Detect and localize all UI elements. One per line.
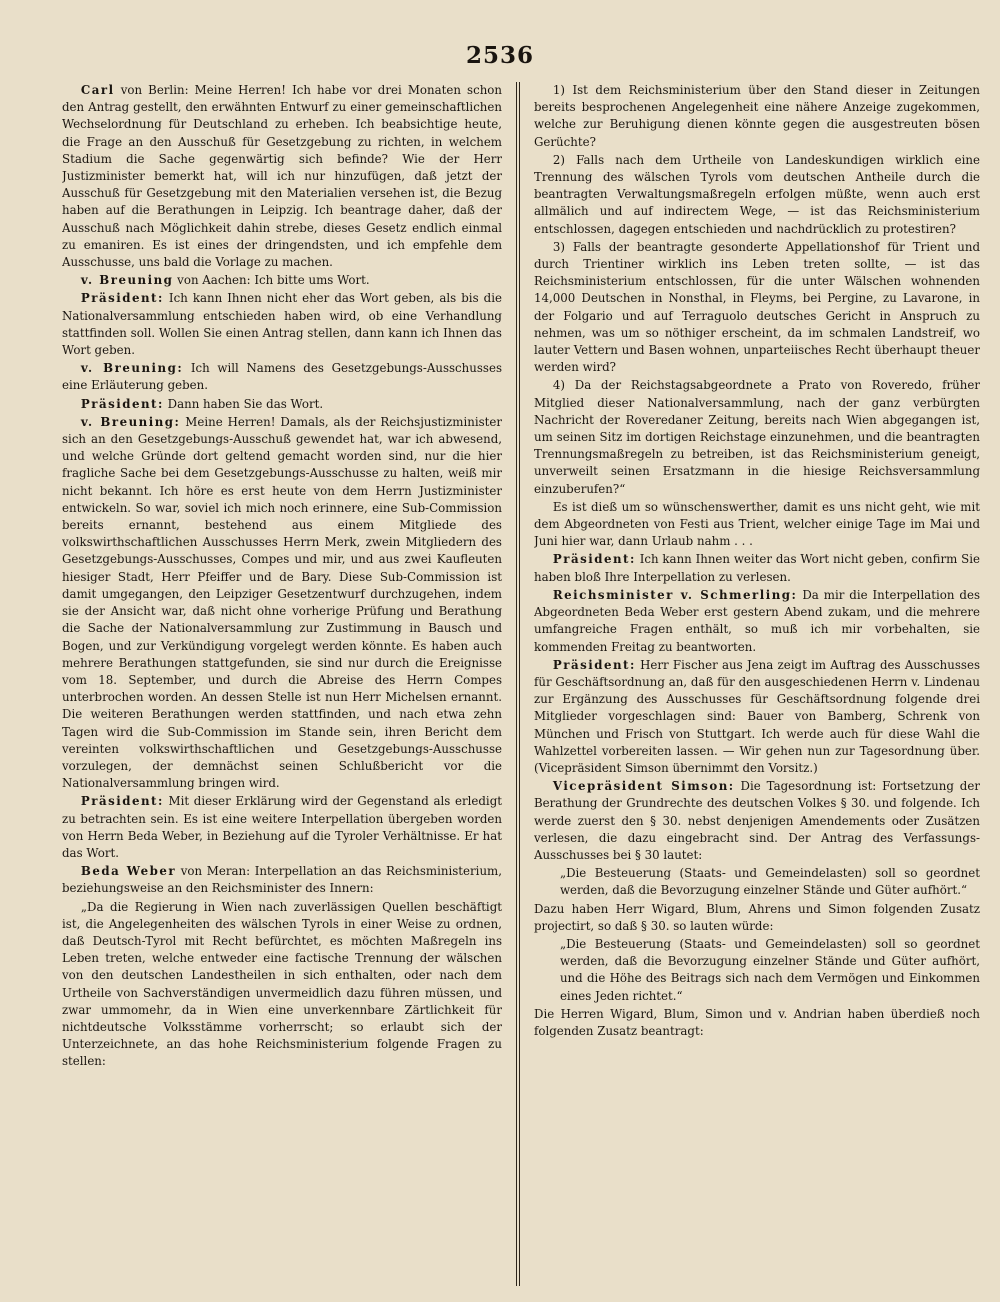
paragraph-text: Dazu haben Herr Wigard, Blum, Ahrens und Simon folgenden Zusatz projectirt, so daß § 30. so lauten würde: [534,901,980,933]
paragraph [534,152,980,238]
speaker-name: Präsident: [80,794,164,809]
speaker-name: v. Breuning: [80,361,184,376]
paragraph-text: von Berlin: Meine Herren! Ich habe vor drei Monaten schon den Antrag gestellt, den erwähnten Entwurf zu einer gemeinschaftlichen Wechselordnung für Deutschland zu erheben. Ich beabsichtige heute, die Frage an den Ausschuß für Gesetzgebung zu richten, in welchem Stadium die Sache gegenwärtig sich befinde? Wie der Herr Justizminister bemerkt hat, will ich nur hinzufügen, daß jetzt der Ausschuß für Gesetzgebung mit den Materialien versehen ist, die Bezug haben auf die Berathungen in Leipzig. Ich beantrage daher, daß der Ausschuß nach Möglichkeit dahin strebe, dieses Gesetz endlich einmal zu emaniren. Es ist eines der dringendsten, und ich empfehle dem Ausschusse, uns bald die Vorlage zu machen. [62,83,502,270]
paragraph [62,899,502,1071]
page-number: 2536 [465,42,534,69]
paragraph-text: 4) Da der Reichstagsabgeordnete a Prato von Roveredo, früher Mitglied dieser Nationalversammlung, nach der ganz verbürgten Nachricht der Roveredaner Zeitung, bereits nach Wien abgegangen ist, um seinen Sitz im dortigen Reichstage einzunehmen, und die beantragten Trennungsmaßregeln zu betreiben, ist das Reichsministerium geneigt, unverweilt seinen Ersatzmann in die hiesige Reichsversammlung einzuberufen?“ [534,378,980,496]
paragraph [62,82,502,271]
speaker-name: Reichsminister v. Schmerling: [552,587,798,602]
right-column [534,82,980,1282]
paragraph [534,901,980,935]
speaker-name: v. Breuning: [80,414,181,429]
paragraph [534,82,980,151]
paragraph [62,272,502,289]
paragraph [534,551,980,585]
paragraph [62,793,502,862]
speaker-name: Präsident: [552,657,636,672]
paragraph-text: Es ist dieß um so wünschenswerther, damit es uns nicht geht, wie mit dem Abgeordneten von Festi aus Trient, welcher einige Tage im Mai und Juni hier war, dann Urlaub nahm . . . [534,499,980,549]
paragraph-text: „Die Besteuerung (Staats- und Gemeindelasten) soll so geordnet werden, daß die Bevorzugung einzelner Stände und Güter aufhört, und die Höhe des Beitrags sich nach dem Vermögen und Einkommen eines Jeden richtet.“ [559,936,980,1003]
paragraph-text: Da mir die Interpellation des Abgeordneten Beda Weber erst gestern Abend zukam, und die mehrere umfangreiche Fragen enthält, so muß ich mir vorbehalten, sie kommenden Freitag zu beantworten. [534,587,980,654]
paragraph [534,778,980,864]
paragraph-text: von Aachen: Ich bitte ums Wort. [173,273,370,288]
paragraph [62,360,502,394]
paragraph-text: Dann haben Sie das Wort. [163,396,324,411]
paragraph [534,865,980,899]
paragraph-text: „Die Besteuerung (Staats- und Gemeindelasten) soll so geordnet werden, daß die Bevorzugung einzelner Stände und Güter aufhört.“ [559,866,980,898]
paragraph [534,936,980,1005]
paragraph-text: Meine Herren! Damals, als der Reichsjustizminister sich an den Gesetzgebungs-Ausschuß gewendet hat, war ich abwesend, und welche Gründe dort geltend gemacht worden sind, nur die hier fragliche Sache bei dem Gesetzgebungs-Ausschusse zu halten, weiß mir nicht bekannt. Ich höre es erst heute von dem Herrn Justizminister entwickeln. So war, soviel ich mich noch erinnere, eine Sub-Commission bereits ernannt, bestehend aus einem Mitgliede des volkswirthschaftlichen Ausschusses Herrn Merk, zwein Mitgliedern des Gesetzgebungs-Ausschusses, Compes und mir, und aus zwei Kaufleuten hiesiger Stadt, Herr Pfeiffer und de Bary. Diese Sub-Commission ist damit umgegangen, den Leipziger Gesetzentwurf durchzugehen, indem sie der Ansicht war, daß nicht ohne vorherige Prüfung und Berathung die Sache der Nationalversammlung zur Zustimmung in Bausch und Bogen, und zur Verkündigung vorgelegt werden könnte. Es haben auch mehrere Berathungen stattgefunden, sie sind nur durch die Ereignisse vom 18. September, und durch die Abreise des Herrn Compes unterbrochen worden. An dessen Stelle ist nun Herr Michelsen ernannt. Die weiteren Berathungen werden stattfinden, und nach etwa zehn Tagen wird die Sub-Commission im Stande sein, ihren Bericht dem vereinten volkswirthschaftlichen und Gesetzgebungs-Ausschusse vorzulegen, der demnächst seinen Schlußbericht vor die Nationalversammlung bringen wird. [62,414,502,791]
speaker-name: v. Breuning [80,273,174,288]
paragraph-text: „Da die Regierung in Wien nach zuverlässigen Quellen beschäftigt ist, die Angelegenheiten des wälschen Tyrols in einer Weise zu ordnen, daß Deutsch-Tyrol mit Recht befürchtet, es möchten Maßregeln ins Leben treten, welche entweder eine factische Trennung der wälschen von den deutschen Landestheilen in sich enthalten, oder nach dem Urtheile von Sachverständigen unvermeidlich dazu führen müssen, und zwar ummomehr, da in Wien eine unverkennbare Zärtlichkeit für nichtdeutsche Volksstämme vorherrscht; so erlaubt sich der Unterzeichnete, an das hohe Reichsministerium folgende Fragen zu stellen: [62,899,502,1069]
paragraph-text: 3) Falls der beantragte gesonderte Appellationshof für Trient und durch Trientiner wirklich ins Leben treten sollte, — ist das Reichsministerium entschlossen, für die unter Wälschen wohnenden 14,000 Deutschen in Nonsthal, in Fleyms, bei Pergine, zu Lavarone, in der Folgario und auf Terraguolo deutsches Gericht in Anspruch zu nehmen, was um so nöthiger erscheint, da im schmalen Landstreif, wo lauter Vettern und Basen wohnen, unparteiisches Recht überhaupt theuer werden wird? [534,239,980,375]
paragraph-text: Herr Fischer aus Jena zeigt im Auftrag des Ausschusses für Geschäftsordnung an, daß für den ausgeschiedenen Herrn v. Lindenau zur Ergänzung des Ausschusses für Geschäftsordnung folgende drei Mitglieder vorgeschlagen sind: Bauer von Bamberg, Schrenk von München und Frisch von Stuttgart. Ich werde auch für diese Wahl die Wahlzettel vorbereiten lassen. — Wir gehen nun zur Tagesordnung über. (Vicepräsident Simson übernimmt den Vorsitz.) [534,657,980,775]
speaker-name: Beda Weber [80,864,177,879]
paragraph-text: 2) Falls nach dem Urtheile von Landeskundigen wirklich eine Trennung des wälschen Tyrols vom deutschen Antheile durch die beantragten Verwaltungsmaßregeln erfolgen müßte, wenn auch erst allmälich und auf indirectem Wege, — ist das Reichsministerium entschlossen, dagegen entschieden und nachdrücklich zu protestiren? [534,152,980,236]
paragraph [534,587,980,656]
left-column [62,82,502,1282]
paragraph-text: von Meran: Interpellation an das Reichsministerium, beziehungsweise an den Reichsminister des Innern: [62,864,502,896]
paragraph-text: Die Tagesordnung ist: Fortsetzung der Berathung der Grundrechte des deutschen Volkes § 30. und folgende. Ich werde zuerst den § 30. nebst denjenigen Amendements oder Zusätzen verlesen, die dazu eingebracht sind. Der Antrag des Verfassungs-Ausschusses bei § 30 lautet: [534,779,980,862]
speaker-name: Präsident: [552,552,636,567]
paragraph-text: 1) Ist dem Reichsministerium über den Stand dieser in Zeitungen bereits besprochenen Angelegenheit eine nähere Anzeige zugekommen, welche zur Beruhigung dienen könnte gegen die ausgestreuten bösen Gerüchte? [534,83,980,149]
paragraph-text: Mit dieser Erklärung wird der Gegenstand als erledigt zu betrachten sein. Es ist eine weitere Interpellation übergeben worden von Herrn Beda Weber, in Beziehung auf die Tyroler Verhältnisse. Er hat das Wort. [62,794,502,860]
paragraph [534,657,980,777]
paragraph [534,239,980,377]
speaker-name: Carl [80,83,115,97]
speaker-name: Präsident: [80,396,164,411]
paragraph [62,863,502,897]
paragraph [534,1006,980,1040]
paragraph [534,377,980,497]
speaker-name: Vicepräsident Simson: [552,779,735,794]
paragraph-text: Ich kann Ihnen weiter das Wort nicht geben, confirm Sie haben bloß Ihre Interpellation zu verlesen. [534,552,980,584]
paragraph [62,414,502,792]
column-divider [516,82,520,1286]
paragraph-text: Ich kann Ihnen nicht eher das Wort geben, als bis die Nationalversammlung entschieden haben wird, ob eine Verhandlung stattfinden soll. Wollen Sie einen Antrag stellen, dann kann ich Ihnen das Wort geben. [62,291,502,358]
paragraph [62,396,502,413]
paragraph [534,499,980,551]
paragraph-text: Ich will Namens des Gesetzgebungs-Ausschusses eine Erläuterung geben. [62,361,502,393]
speaker-name: Präsident: [80,291,164,306]
paragraph [62,290,502,359]
paragraph-text: Die Herren Wigard, Blum, Simon und v. Andrian haben überdieß noch folgenden Zusatz beantragt: [534,1006,980,1038]
